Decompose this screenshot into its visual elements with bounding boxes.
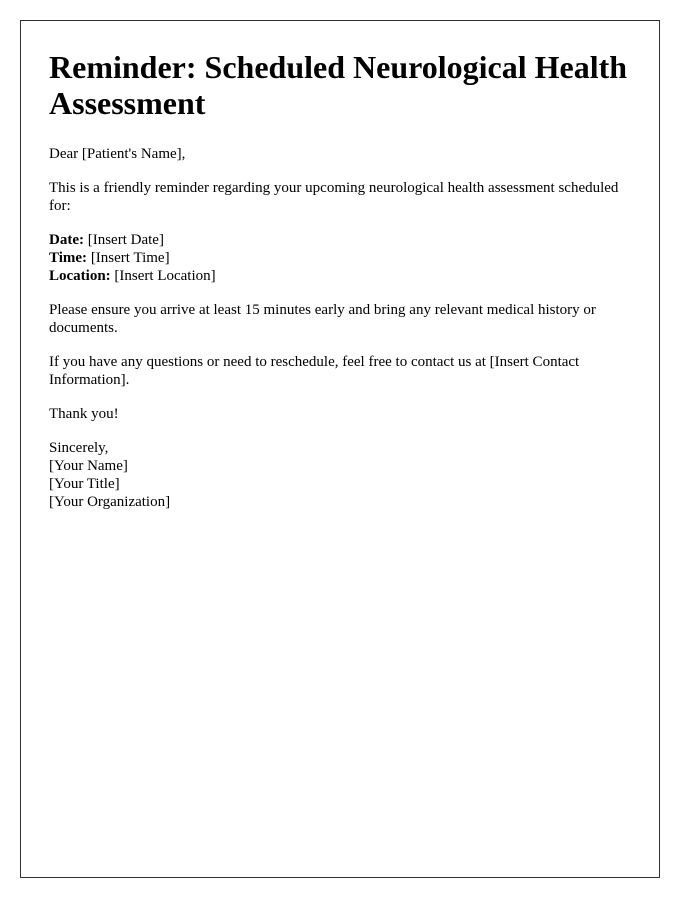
location-value: [Insert Location] [114,268,216,284]
letter-page [20,20,660,878]
signature-title: [Your Title] [49,476,120,492]
time-label: Time: [49,250,88,266]
signature-name: [Your Name] [49,458,128,474]
page-title: Reminder: Scheduled Neurological Health Assessment [49,49,628,121]
appointment-details [49,231,639,285]
arrival-paragraph: Please ensure you arrive at least 15 minutes early and bring any relevant medical history or documents. [49,302,596,336]
thanks-line: Thank you! [49,406,119,422]
location-field [49,267,639,285]
signature-organization: [Your Organization] [49,494,171,510]
contact-paragraph: If you have any questions or need to reschedule, feel free to contact us at [Insert Contact Information]. [49,354,580,388]
time-field [49,249,639,267]
date-value: [Insert Date] [87,232,164,248]
signature-block [49,439,639,511]
greeting: Dear [Patient's Name], [49,146,186,162]
letter-body [49,145,639,511]
date-field [49,231,639,249]
letter-content [49,49,639,527]
date-label: Date: [49,232,84,248]
time-value: [Insert Time] [90,250,170,266]
location-label: Location: [49,268,111,284]
signature-closing: Sincerely, [49,440,109,456]
intro-paragraph: This is a friendly reminder regarding your upcoming neurological health assessment scheduled for: [49,180,619,214]
